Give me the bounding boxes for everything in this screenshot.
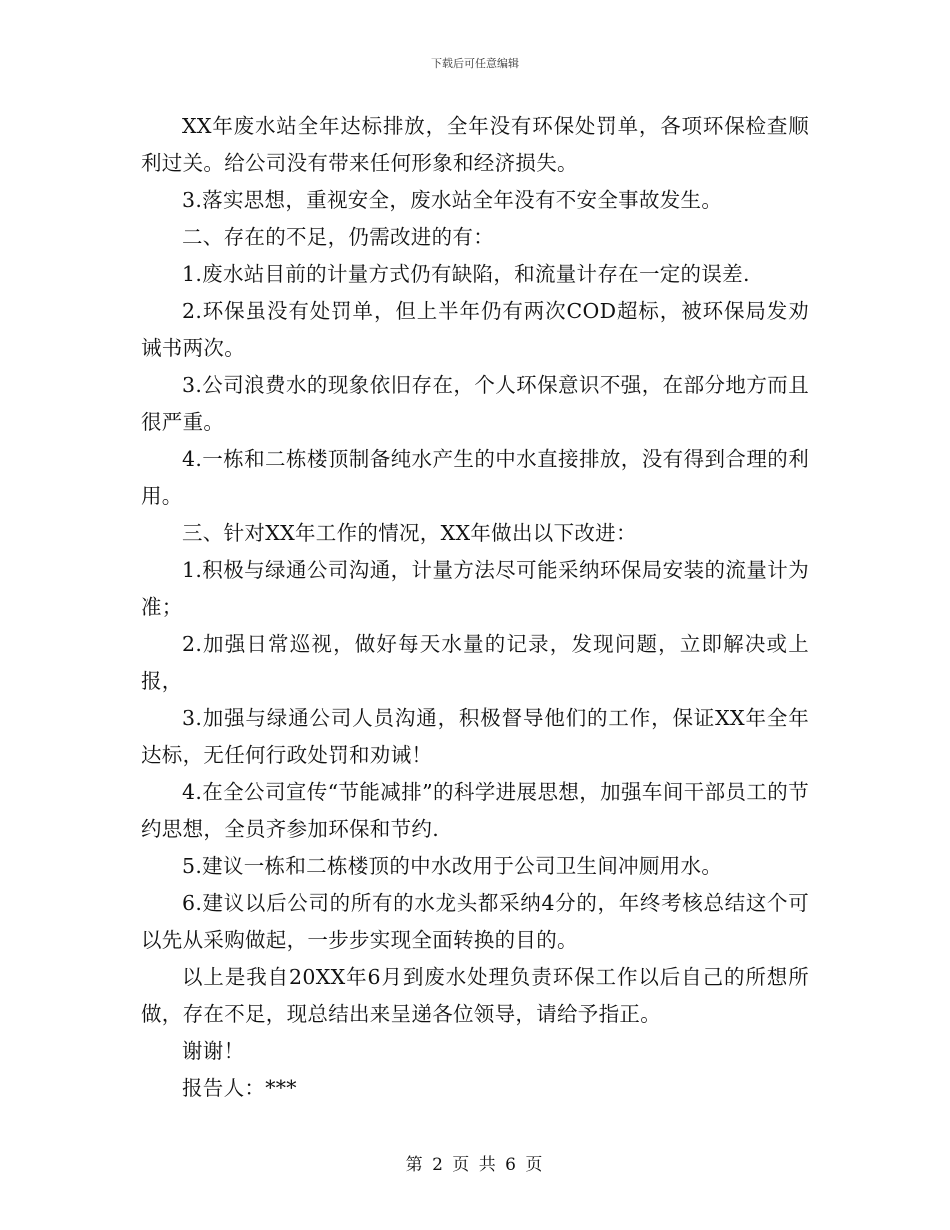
thanks-line: 谢谢！ (182, 1039, 245, 1063)
list-item: 4.在全公司宣传“节能减排”的科学进展思想，加强车间干部员工的节约思想，全员齐参加环保和节约. (141, 780, 809, 841)
list-item: 2.加强日常巡视，做好每天水量的记录，发现问题，立即解决或上报， (141, 632, 809, 693)
page-number: 第 2 页 共 6 页 (405, 1155, 545, 1175)
list-item: 1.积极与绿通公司沟通，计量方法尽可能采纳环保局安装的流量计为准； (141, 558, 809, 619)
reporter-line: 报告人：*** (182, 1076, 297, 1100)
paragraph: XX年废水站全年达标排放，全年没有环保处罚单，各项环保检查顺利过关。给公司没有带来任何形象和经济损失。 (141, 114, 809, 175)
section-heading: 三、针对XX年工作的情况，XX年做出以下改进： (182, 521, 637, 545)
list-item: 3.公司浪费水的现象依旧存在，个人环保意识不强，在部分地方而且很严重。 (141, 373, 809, 434)
list-item: 6.建议以后公司的所有的水龙头都采纳4分的，年终考核总结这个可以先从采购做起，一步步实现全面转换的目的。 (141, 891, 809, 952)
list-item: 4.一栋和二栋楼顶制备纯水产生的中水直接排放，没有得到合理的利用。 (141, 447, 809, 508)
list-item: 3.加强与绿通公司人员沟通，积极督导他们的工作，保证XX年全年达标，无任何行政处罚和劝诫！ (141, 706, 809, 767)
list-item: 5.建议一栋和二栋楼顶的中水改用于公司卫生间冲厕用水。 (182, 854, 723, 878)
closing-paragraph: 以上是我自20XX年6月到废水处理负责环保工作以后自己的所想所做，存在不足，现总结出来呈递各位领导，请给予指正。 (141, 965, 809, 1026)
page-header-note: 下载后可任意编辑 (431, 57, 519, 70)
document-body (141, 108, 809, 1107)
paragraph: 3.落实思想，重视安全，废水站全年没有不安全事故发生。 (182, 188, 723, 212)
list-item: 1.废水站目前的计量方式仍有缺陷，和流量计存在一定的误差. (182, 262, 750, 286)
list-item: 2.环保虽没有处罚单，但上半年仍有两次COD超标，被环保局发劝诫书两次。 (141, 299, 809, 360)
section-heading: 二、存在的不足，仍需改进的有： (182, 225, 494, 249)
